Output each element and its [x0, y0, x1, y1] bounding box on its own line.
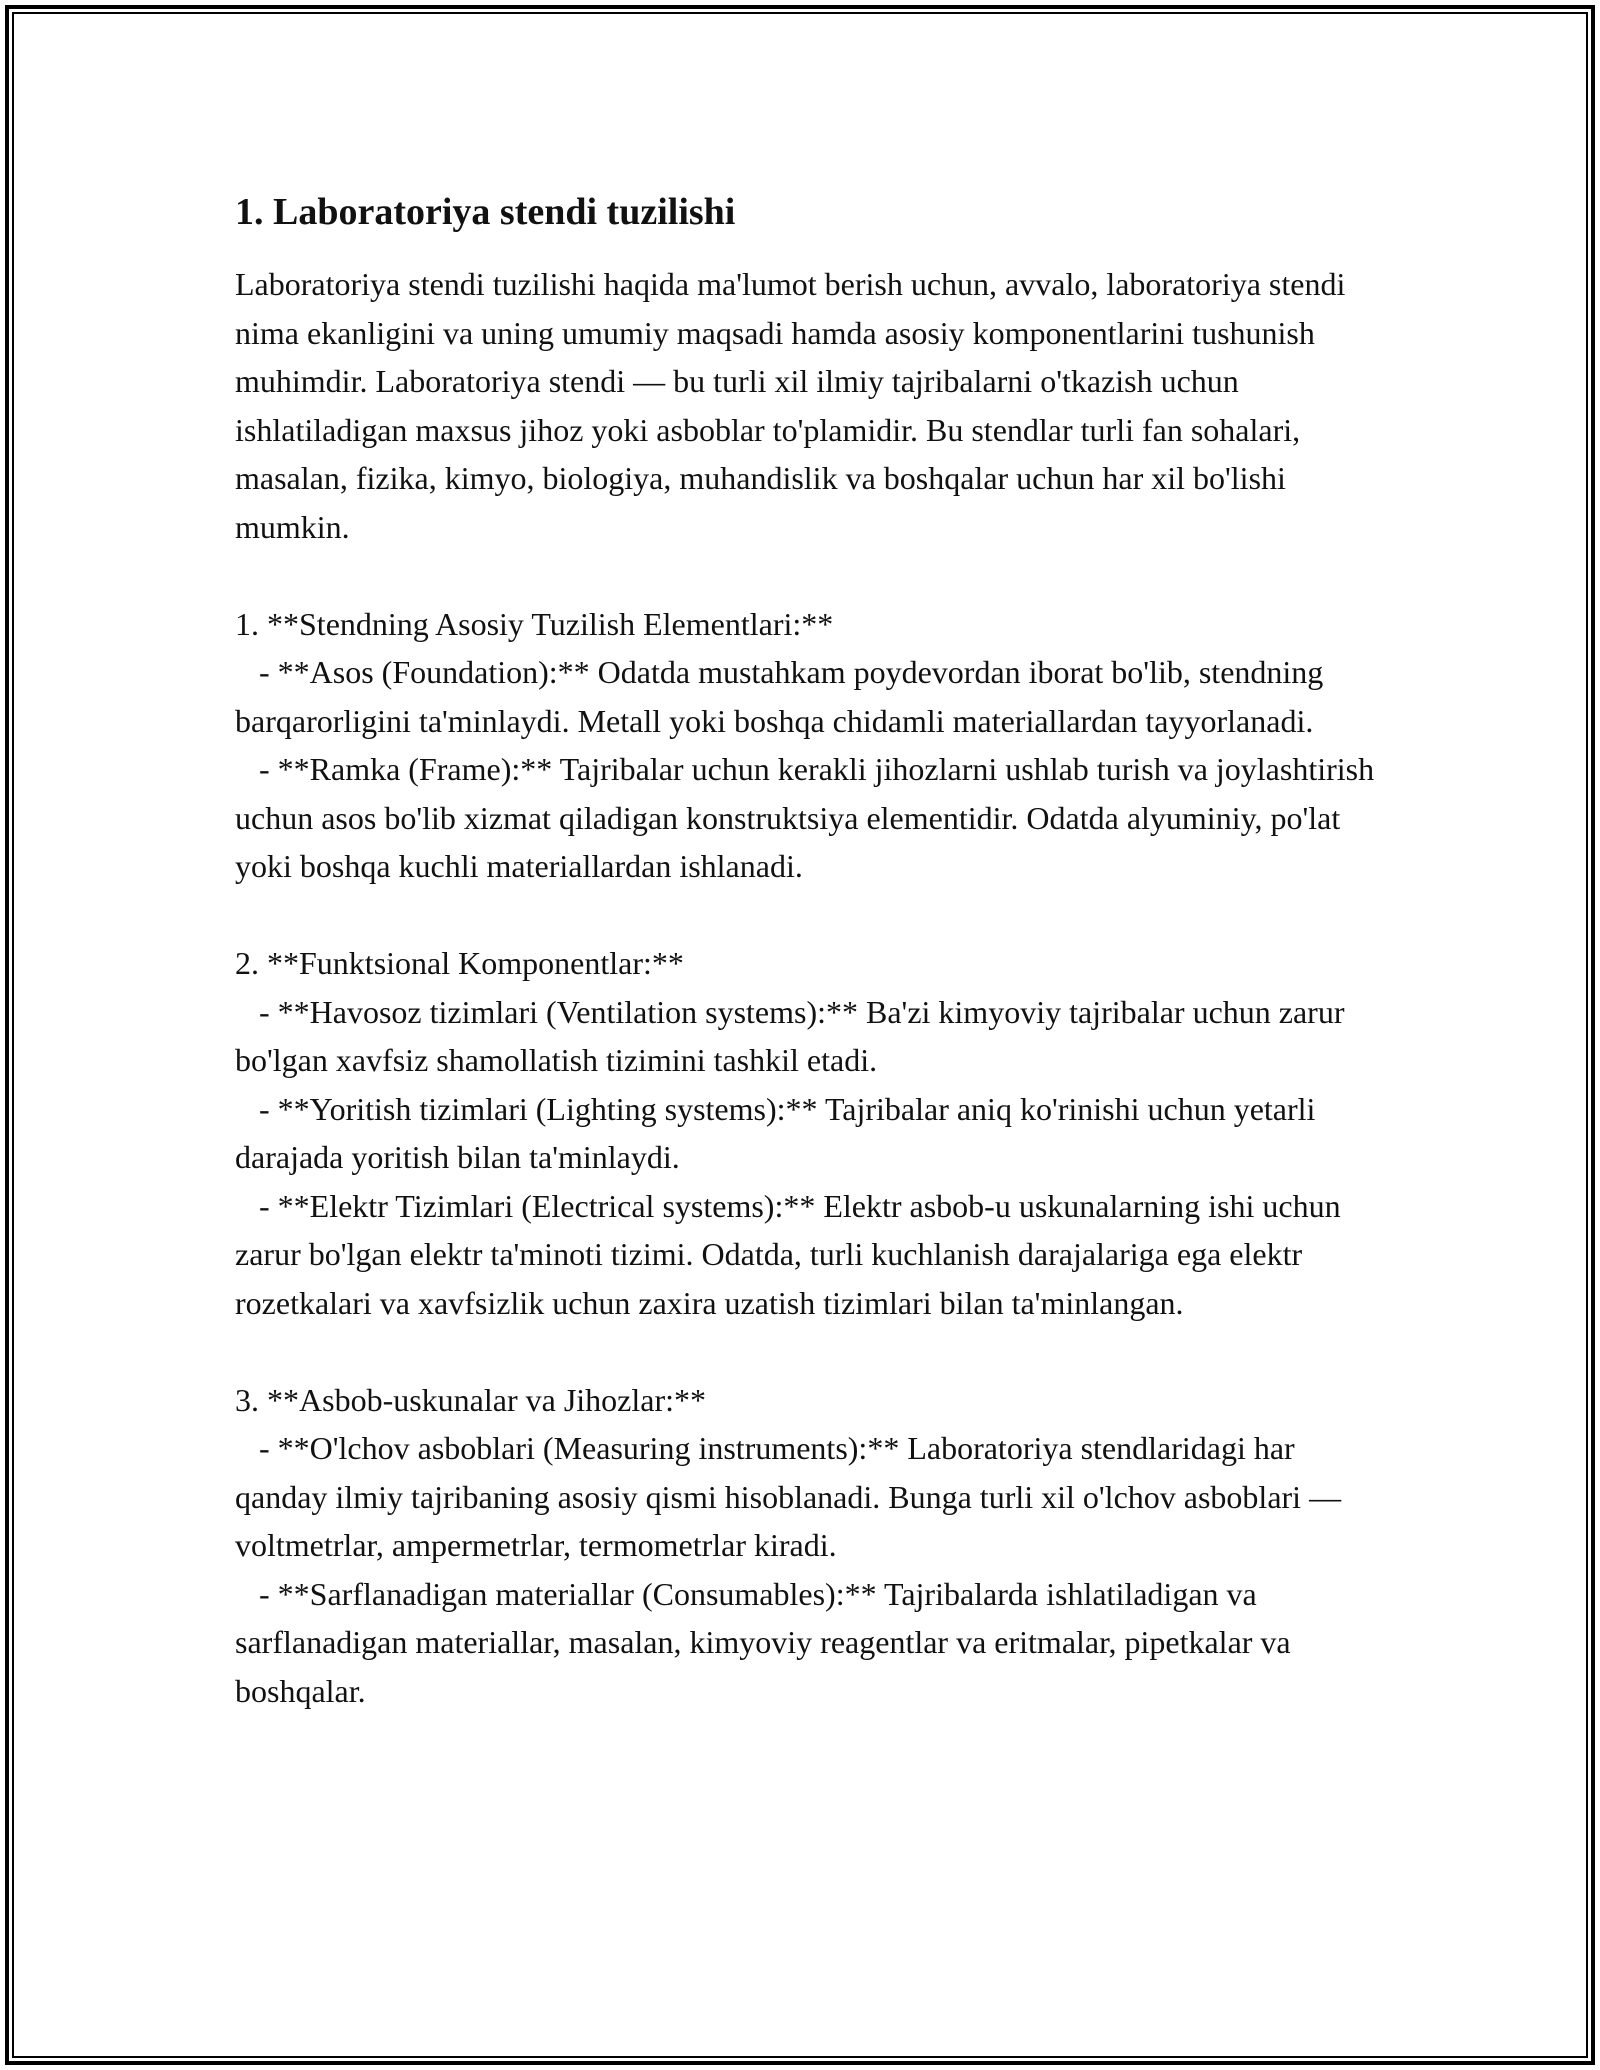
list-item: - **Elektr Tizimlari (Electrical systems):** Elektr asbob-u uskunalarning ishi uchun zarur bo'lgan elektr ta'minoti tizimi. Odatda, turli kuchlanish darajalariga ega elektr rozetkalari va xavfsizlik uchun zaxira uzatish tizimlari bilan ta'minlangan.	[235, 1187, 1349, 1321]
section-title: 3. **Asbob-uskunalar va Jihozlar:**	[235, 1381, 707, 1418]
list-item: - **Ramka (Frame):** Tajribalar uchun kerakli jihozlarni ushlab turish va joylashtirish uchun asos bo'lib xizmat qiladigan konstruktsiya elementidir. Odatda alyuminiy, po'lat yoki boshqa kuchli materiallardan ishlanadi.	[235, 751, 1383, 884]
intro-paragraph: Laboratoriya stendi tuzilishi haqida ma'lumot berish uchun, avvalo, laboratoriya stendi nima ekanligini va uning umumiy maqsadi hamda asosiy komponentlarini tushunish muhimdir. Laboratoriya stendi — bu turli xil ilmiy tajribalarni o'tkazish uchun ishlatiladigan maxsus jihoz yoki asboblar to'plamidir. Bu stendlar turli fan sohalari, masalan, fizika, kimyo, biologiya, muhandislik va boshqalar uchun har xil bo'lishi mumkin.	[235, 266, 1354, 545]
list-item: - **O'lchov asboblari (Measuring instruments):** Laboratoriya stendlaridagi har qanday ilmiy tajribaning asosiy qismi hisoblanadi. Bunga turli xil o'lchov asboblari — voltmetrlar, ampermetrlar, termometrlar kiradi.	[235, 1430, 1350, 1563]
list-item: - **Yoritish tizimlari (Lighting systems):** Tajribalar aniq ko'rinishi uchun yetarli darajada yoritish bilan ta'minlaydi.	[235, 1090, 1324, 1175]
section-title: 1. **Stendning Asosiy Tuzilish Elementlari:**	[235, 605, 834, 642]
document-body	[235, 184, 1383, 1715]
section-functional-components	[235, 939, 1375, 1327]
section-title: 2. **Funktsional Komponentlar:**	[235, 945, 684, 981]
list-item: - **Havosoz tizimlari (Ventilation systems):** Ba'zi kimyoviy tajribalar uchun zarur bo'lgan xavfsiz shamollatish tizimini tashkil etadi.	[235, 993, 1353, 1078]
section-structural-elements	[235, 600, 1383, 891]
section-instruments	[235, 1376, 1375, 1716]
list-item: - **Sarflanadigan materiallar (Consumables):** Tajribalarda ishlatiladigan va sarflanadigan materiallar, masalan, kimyoviy reagentlar va eritmalar, pipetkalar va boshqalar.	[235, 1575, 1299, 1709]
list-item: - **Asos (Foundation):** Odatda mustahkam poydevordan iborat bo'lib, stendning barqarorligini ta'minlaydi. Metall yoki boshqa chidamli materiallardan tayyorlanadi.	[235, 654, 1332, 739]
document-heading: 1. Laboratoriya stendi tuzilishi	[235, 191, 736, 233]
